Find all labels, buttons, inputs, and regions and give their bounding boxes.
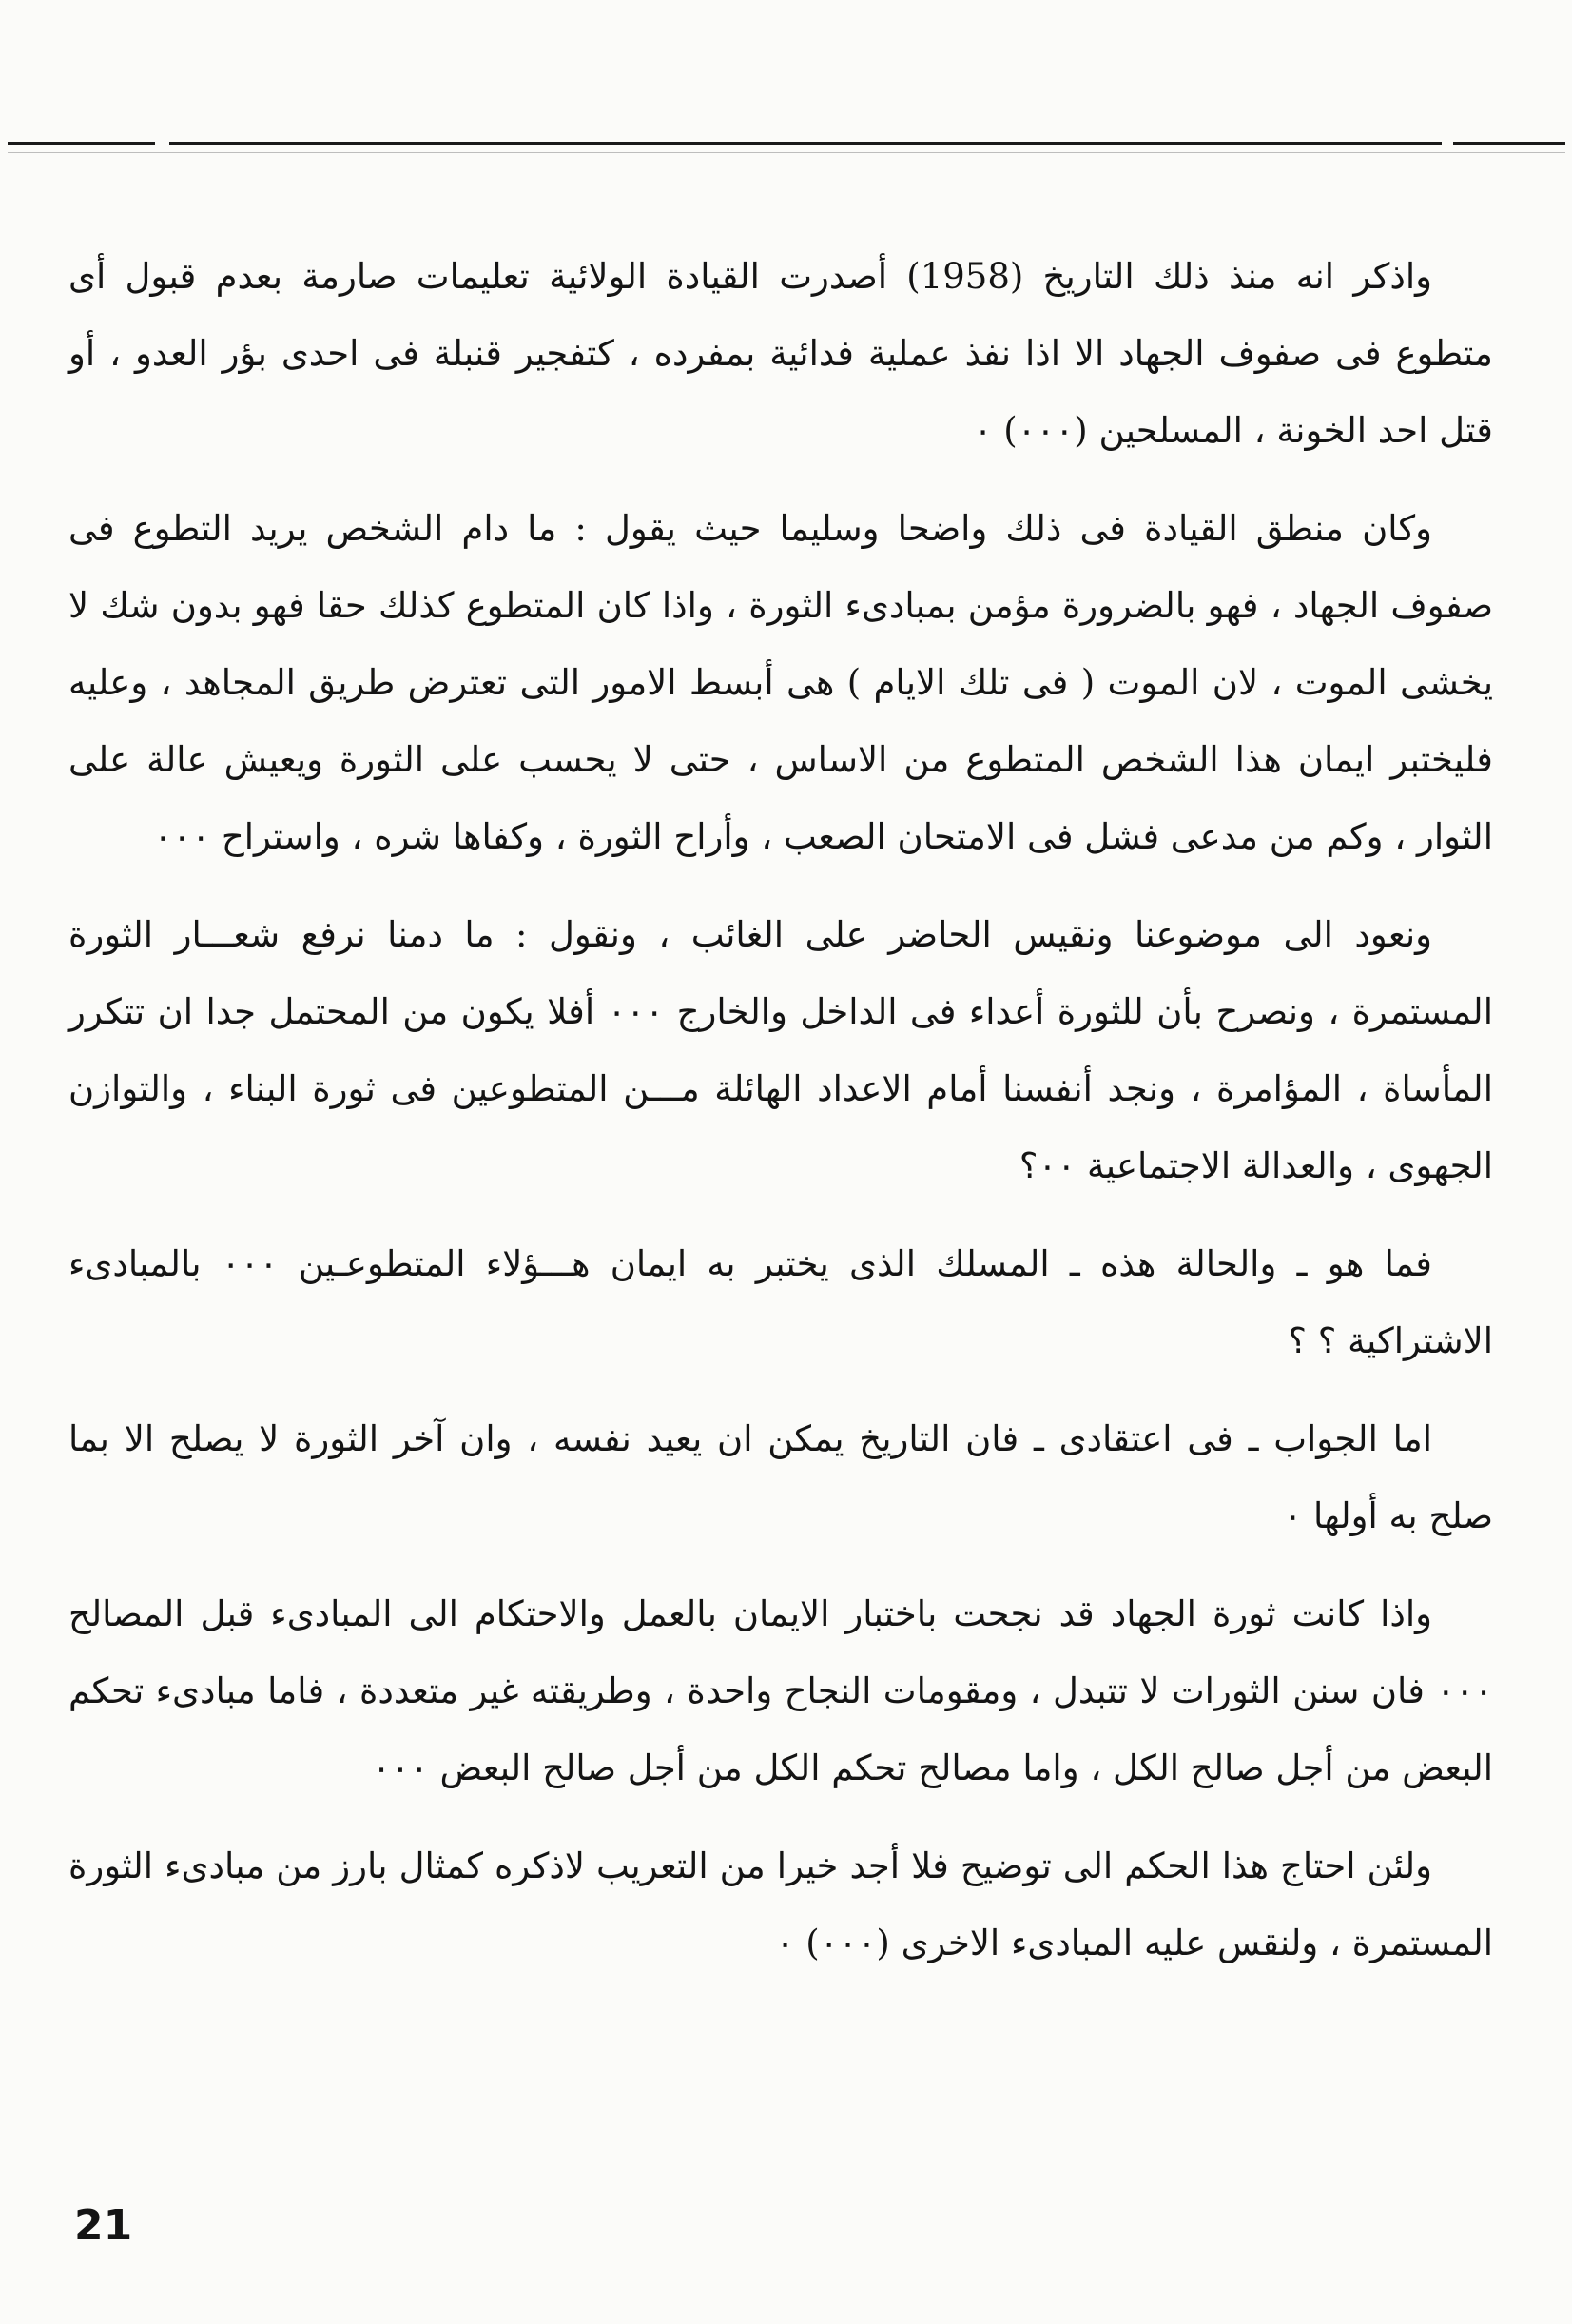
paragraph: وكان منطق القيادة فى ذلك واضحا وسليما حيث يقول : ما دام الشخص يريد التطوع فى صفوف الجهاد ، فهو بالضرورة مؤمن بمبادىء الثورة ، واذا كان المتطوع كذلك حقا فهو بدون شك لا يخشى الموت ، لان الموت ( فى تلك الايام ) هى أبسط الامور التى تعترض طريق المجاهد ، وعليه فليختبر ايمان هذا الشخص المتطوع من الاساس ، حتى لا يحسب على الثورة ويعيش عالة على الثوار ، وكم من مدعى فشل فى الامتحان الصعب ، وأراح الثورة ، وكفاها شره ، واستراح ٠٠٠ bbox=[68, 508, 1494, 857]
paragraph: اما الجواب ـ فى اعتقادى ـ فان التاريخ يمكن ان يعيد نفسه ، وان آخر الثورة لا يصلح الا بما صلح به أولها ٠ bbox=[68, 1418, 1493, 1536]
paragraph: واذكر انه منذ ذلك التاريخ (1958) أصدرت القيادة الولائية تعليمات صارمة بعدم قبول أى متطوع فى صفوف الجهاد الا اذا نفذ عملية فدائية بمفرده ، كتفجير قنبلة فى احدى بؤر العدو ، أو قتل احد الخونة ، المسلحين (٠٠٠) ٠ bbox=[68, 256, 1493, 451]
header-rule-shadow bbox=[8, 152, 1565, 153]
header-rule-right bbox=[1453, 142, 1565, 145]
page-body bbox=[68, 238, 1493, 2002]
paragraph: واذا كانت ثورة الجهاد قد نجحت باختبار الايمان بالعمل والاحتكام الى المبادىء قبل المصالح ٠٠٠ فان سنن الثورات لا تتبدل ، ومقومات النجاح واحدة ، وطريقته غير متعددة ، فاما مبادىء تحكم البعض من أجل صالح الكل ، واما مصالح تحكم الكل من أجل صالح البعض ٠٠٠ bbox=[68, 1593, 1493, 1788]
paragraph: ولئن احتاج هذا الحكم الى توضيح فلا أجد خيرا من التعريب لاذكره كمثال بارز من مبادىء الثورة المستمرة ، ولنقس عليه المبادىء الاخرى (٠٠٠) ٠ bbox=[68, 1846, 1493, 1963]
header-rule-left bbox=[8, 142, 155, 145]
header-rule bbox=[169, 142, 1442, 145]
paragraph: فما هو ـ والحالة هذه ـ المسلك الذى يختبر به ايمان هـــؤلاء المتطوعـين ٠٠٠ بالمبادىء الاشتراكية ؟ ؟ bbox=[68, 1243, 1493, 1361]
page-number: 21 bbox=[74, 2201, 133, 2250]
paragraph: ونعود الى موضوعنا ونقيس الحاضر على الغائب ، ونقول : ما دمنا نرفع شعـــار الثورة المستمرة ، ونصرح بأن للثورة أعداء فى الداخل والخارج ٠٠٠ أفلا يكون من المحتمل جدا ان تتكرر المأساة ، المؤامرة ، ونجد أنفسنا أمام الاعداد الهائلة مـــن المتطوعين فى ثورة البناء ، والتوازن الجهوى ، والعدالة الاجتماعية ٠٠؟ bbox=[68, 914, 1493, 1186]
